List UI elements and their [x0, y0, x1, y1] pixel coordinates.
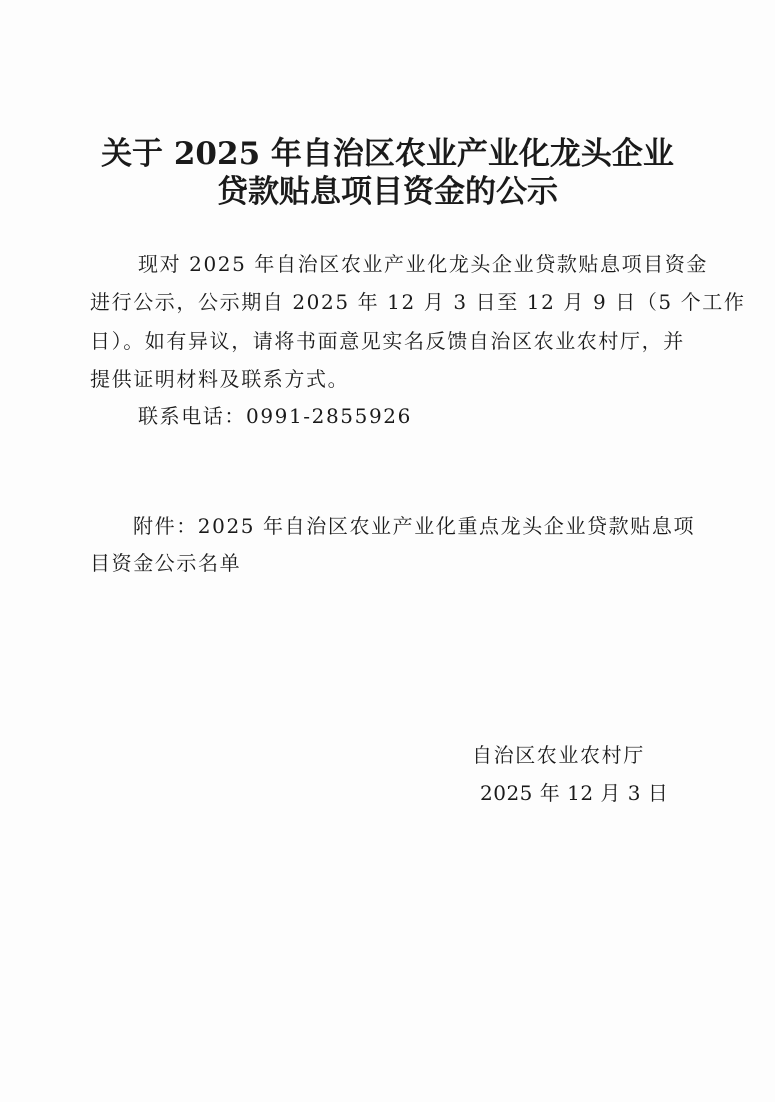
attachment-line-1: 附件：2025 年自治区农业产业化重点龙头企业贷款贴息项 [133, 514, 696, 538]
document-title-line-2: 贷款贴息项目资金的公示 [217, 174, 558, 210]
body-paragraph-line-4: 提供证明材料及联系方式。 [90, 367, 350, 391]
body-paragraph-line-3: 日）。如有异议，请将书面意见实名反馈自治区农业农村厅，并 [90, 329, 685, 353]
attachment-line-2: 目资金公示名单 [90, 551, 242, 575]
body-paragraph-line-1: 现对 2025 年自治区农业产业化龙头企业贷款贴息项目资金 [138, 252, 709, 276]
body-paragraph-line-2: 进行公示，公示期自 2025 年 12 月 3 日至 12 月 9 日（5 个工作 [90, 290, 746, 314]
issue-date: 2025 年 12 月 3 日 [480, 781, 669, 805]
contact-phone: 联系电话：0991-2855926 [138, 404, 412, 428]
document-title-line-1: 关于 2025 年自治区农业产业化龙头企业 [101, 136, 674, 172]
issuing-authority: 自治区农业农村厅 [472, 743, 645, 767]
